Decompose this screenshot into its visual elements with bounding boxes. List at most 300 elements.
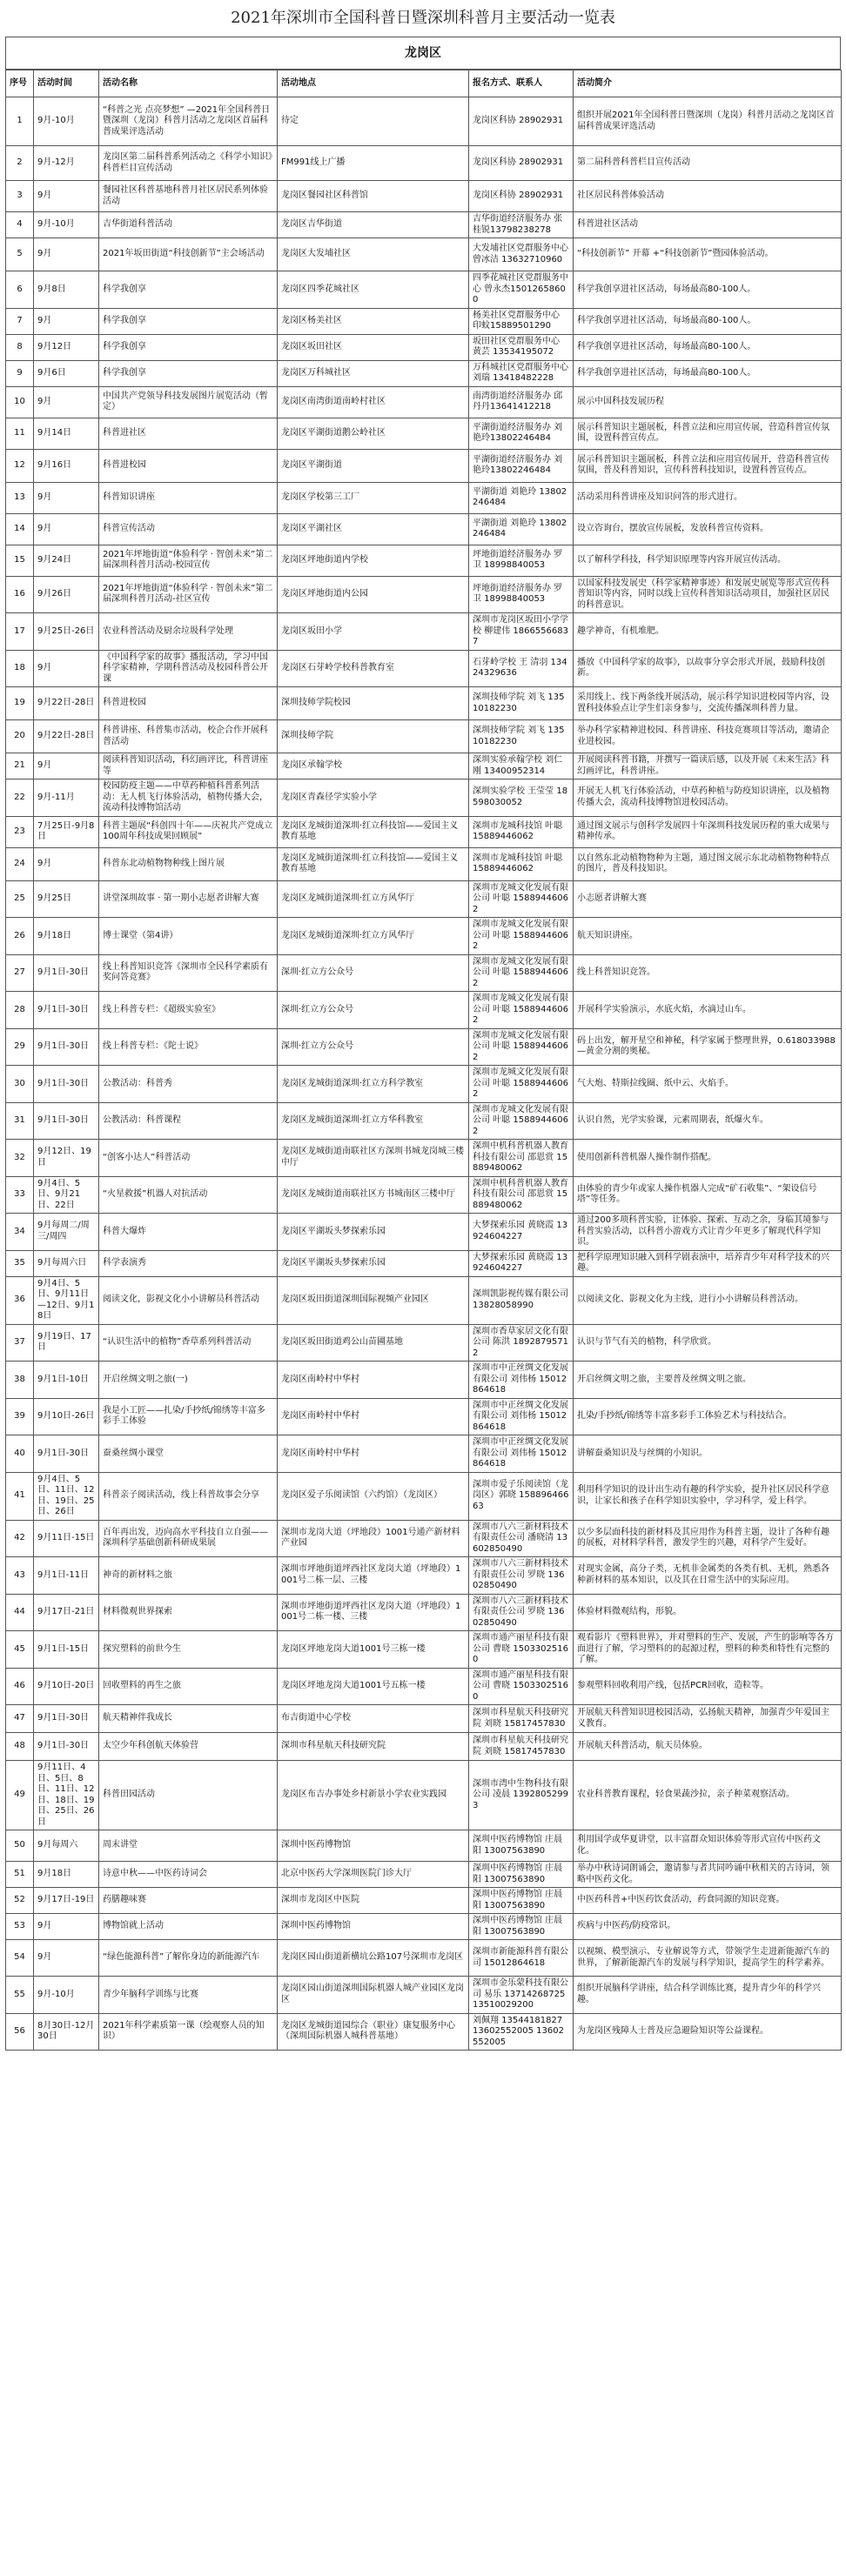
cell-contact: 刘佩翔 13544181827 13602552005 13602552005 (469, 2013, 574, 2051)
cell-contact: 杨美社区党群服务中心 印蚊15889501290 (469, 308, 574, 334)
cell-time: 9月 (34, 482, 99, 513)
cell-place: 布吉街道中心学校 (278, 1705, 469, 1733)
cell-desc: 开展阅读科普书籍，并撰写一篇读后感，以及开展《未来生活》科幻画评比，科普讲座。 (574, 753, 842, 779)
cell-contact: 吉华街道经济服务办 张桂锐13798238278 (469, 212, 574, 238)
cell-place: 龙岗区坂田社区 (278, 334, 469, 360)
cell-contact: 深圳市八六三新材料技术有限责任公司 潘晓清 13602850490 (469, 1520, 574, 1557)
cell-place: 深圳市坪地街道坪西社区龙岗大道（坪地段）1001号二栋一楼、三楼 (278, 1594, 469, 1631)
cell-place: 龙岗区龙城街道园综合（职业）康复服务中心（深圳国际机器人城科普基地） (278, 2013, 469, 2051)
cell-no: 31 (6, 1102, 34, 1140)
cell-place: 龙岗区大发埔社区 (278, 238, 469, 271)
table-row (6, 334, 842, 360)
cell-time: 9月22日-28日 (34, 687, 99, 720)
table-row (6, 1914, 842, 1940)
cell-place: 龙岗区坪地街道内公园 (278, 576, 469, 613)
cell-time: 9月1日-30日 (34, 954, 99, 992)
cell-desc: 开启丝绸文明之旅，主要普及丝绸文明之旅。 (574, 1362, 842, 1399)
table-row (6, 1733, 842, 1761)
cell-contact: 深圳市龙城文化发展有限公司 叶聪 15889446062 (469, 880, 574, 918)
cell-desc: 趣学神奇，有机堆肥。 (574, 613, 842, 651)
table-row (6, 1557, 842, 1595)
cell-time: 9月11日-15日 (34, 1520, 99, 1557)
cell-no: 41 (6, 1472, 34, 1520)
cell-place: 龙岗区承翰学校 (278, 753, 469, 779)
cell-contact: 深圳市香草家居文化有限公司 陈洪 18928795712 (469, 1324, 574, 1362)
cell-no: 5 (6, 238, 34, 271)
cell-no: 3 (6, 181, 34, 212)
cell-time: 9月11日、4日、5日、8日、11日、12日、18日、19日、25日、26日 (34, 1761, 99, 1830)
cell-no: 14 (6, 513, 34, 545)
cell-contact: 深圳中医药博物馆 庄晨阳 13007563890 (469, 1888, 574, 1914)
cell-place: 龙岗区万科城社区 (278, 360, 469, 386)
cell-desc: 对现实金属，高分子类，无机非金属类的各类有机、无机，熟悉各种新材料的基本知识，以及其在日常生活中的实际应用。 (574, 1557, 842, 1595)
cell-name: 我是小工匠——扎染/手抄纸/锦绣等丰富多彩手工体验 (99, 1398, 278, 1435)
cell-no: 12 (6, 449, 34, 482)
table-row (6, 753, 842, 779)
cell-time: 9月19日、17日 (34, 1324, 99, 1362)
cell-desc: 组织开展脑科学讲座，结合科学训练比赛，提升青少年的科学兴趣。 (574, 1977, 842, 2014)
cell-contact: 南湾街道经济服务办 邱丹丹13641412218 (469, 386, 574, 418)
table-row (6, 1250, 842, 1276)
cell-no: 39 (6, 1398, 34, 1435)
cell-no: 20 (6, 720, 34, 753)
cell-place: 龙岗区石芽岭学校科普教育室 (278, 650, 469, 687)
cell-no: 35 (6, 1250, 34, 1276)
cell-name: 回收塑料的再生之旅 (99, 1668, 278, 1705)
cell-name: 探究塑料的前世今生 (99, 1631, 278, 1669)
cell-name: 校园防疫主题——中草药种植科普系列活动：无人机飞行体验活动，植物传播大会，流动科技博物馆活动 (99, 779, 278, 817)
table-row (6, 779, 842, 817)
table-row (6, 1888, 842, 1914)
cell-name: 科普讲座、科普集市活动，校企合作开展科普活动 (99, 720, 278, 753)
cell-time: 9月 (34, 181, 99, 212)
cell-desc: 第二届科普科普栏目宣传活动 (574, 146, 842, 181)
cell-place: 深圳·红立方公众号 (278, 992, 469, 1029)
cell-contact: 石芽岭学校 王 清羽 13424329636 (469, 650, 574, 687)
cell-desc: 科普进社区活动 (574, 212, 842, 238)
cell-no: 13 (6, 482, 34, 513)
cell-name: 阅读文化，影视文化小小讲解员科普活动 (99, 1276, 278, 1324)
cell-time: 9月 (34, 238, 99, 271)
cell-contact: 坪地街道经济服务办 罗卫 18998840053 (469, 576, 574, 613)
header-desc: 活动简介 (574, 70, 842, 97)
cell-desc: 社区居民科普体验活动 (574, 181, 842, 212)
cell-no: 22 (6, 779, 34, 817)
cell-desc: 以视频、模型演示、专业解说等方式，带领学生走进新能源汽车的世界，了解新能源汽车的发展与科学知识，提高学生的科学素养。 (574, 1940, 842, 1977)
cell-contact: 深圳市金乐蒙科技有限公司 易乐 13714268725 13510029200 (469, 1977, 574, 2014)
cell-place: 龙岗区园山街道新横坑公路107号深圳市龙岗区 (278, 1940, 469, 1977)
table-row (6, 1830, 842, 1862)
table-row (6, 1398, 842, 1435)
cell-desc: 通过200多项科普实验，让体验、探索、互动之余，身临其境参与科普实验活动，以科普小游戏方式让青少年更多了解现代科学知识。 (574, 1214, 842, 1251)
cell-desc: 中医药科普+中医药饮食活动，药食同源的知识竞赛。 (574, 1888, 842, 1914)
cell-name: 科普进社区 (99, 418, 278, 449)
table-row (6, 418, 842, 449)
cell-name: 《中国科学家的故事》播报活动，学习中国科学家精神，学期科普活动及校园科普公开课 (99, 650, 278, 687)
cell-place: 龙岗区学校第三工厂 (278, 482, 469, 513)
cell-place: 龙岗区坪地街道内学校 (278, 545, 469, 576)
cell-name: “认识生活中的植物”香草系列科普活动 (99, 1324, 278, 1362)
cell-place: 北京中医药大学深圳医院门诊大厅 (278, 1862, 469, 1888)
cell-place: 龙岗区龙城街道深圳·红立科技馆——爱国主义教育基地 (278, 847, 469, 880)
cell-name: 百年再出发，迈向高水平科技自立自强——深圳科学基础创新科研成果展 (99, 1520, 278, 1557)
cell-place: 龙岗区坂田街道深圳国际视频产业园区 (278, 1276, 469, 1324)
table-row (6, 613, 842, 651)
cell-contact: 四季花城社区党群服务中心 曾永杰15012658600 (469, 271, 574, 309)
cell-no: 33 (6, 1176, 34, 1214)
cell-no: 11 (6, 418, 34, 449)
cell-place: 龙岗区龙城街道深圳·红立方风华厅 (278, 880, 469, 918)
cell-desc: 开展航天科普活动，航天员体验。 (574, 1733, 842, 1761)
cell-time: 9月每周六日 (34, 1250, 99, 1276)
cell-place: 龙岗区餐园社区科普馆 (278, 181, 469, 212)
cell-time: 9月 (34, 308, 99, 334)
cell-name: 科普东北动植物物种线上图片展 (99, 847, 278, 880)
header-place: 活动地点 (278, 70, 469, 97)
cell-contact: 深圳中机科普机器人教育科技有限公司 邵恩赏 15889480062 (469, 1140, 574, 1177)
cell-name: 博士课堂（第4讲） (99, 918, 278, 955)
table-row (6, 1862, 842, 1888)
table-row (6, 449, 842, 482)
table-row (6, 1176, 842, 1214)
cell-name: 科学我创享 (99, 271, 278, 309)
cell-no: 55 (6, 1977, 34, 2014)
table-row (6, 918, 842, 955)
cell-place: 龙岗区南岭村中华村 (278, 1362, 469, 1399)
cell-desc: 活动采用科普讲座及知识问答的形式进行。 (574, 482, 842, 513)
table-row (6, 1214, 842, 1251)
cell-name: 诗意中秋——中医药诗词会 (99, 1862, 278, 1888)
cell-place: 龙岗区青森径学实验小学 (278, 779, 469, 817)
cell-no: 50 (6, 1830, 34, 1862)
cell-time: 9月4日、5日、11日、12日、19日、25日、26日 (34, 1472, 99, 1520)
cell-place: 深圳技师学院校园 (278, 687, 469, 720)
cell-contact: 深圳市科星航天科技研究院 刘晓 15817457830 (469, 1705, 574, 1733)
cell-name: 开启丝绸文明之旅(一) (99, 1362, 278, 1399)
cell-time: 9月1日-30日 (34, 1028, 99, 1066)
cell-no: 56 (6, 2013, 34, 2051)
cell-place: 深圳·红立方公众号 (278, 1028, 469, 1066)
cell-name: 博物馆就上活动 (99, 1914, 278, 1940)
cell-desc: 展示科普知识主题展板，科普立法和应用宣传展，营造科普宣传氛围，设置科普宣传点。 (574, 418, 842, 449)
table-row (6, 576, 842, 613)
cell-no: 32 (6, 1140, 34, 1177)
cell-time: 9月1日-30日 (34, 1066, 99, 1103)
cell-contact: 深圳市湾中生物科技有限公司 凌晨 13928052993 (469, 1761, 574, 1830)
table-row (6, 1102, 842, 1140)
cell-place: 龙岗区龙城街道深圳·红立方科学教室 (278, 1066, 469, 1103)
table-row (6, 1472, 842, 1520)
cell-contact: 深圳市龙城文化发展有限公司 叶聪 15889446062 (469, 992, 574, 1029)
cell-contact: 深圳市八六三新材料技术有限责任公司 罗晓 13602850490 (469, 1594, 574, 1631)
cell-desc: 疾病与中医药/防疫常识。 (574, 1914, 842, 1940)
table-row (6, 687, 842, 720)
cell-contact: 深圳中医药博物馆 庄晨阳 13007563890 (469, 1862, 574, 1888)
cell-no: 28 (6, 992, 34, 1029)
cell-desc: 认识与节气有关的植物，科学欣赏。 (574, 1324, 842, 1362)
cell-contact: 深圳市八六三新材料技术有限责任公司 罗晓 13602850490 (469, 1557, 574, 1595)
cell-place: 龙岗区龙城街道深圳·红立方风华厅 (278, 918, 469, 955)
table-row (6, 238, 842, 271)
cell-no: 37 (6, 1324, 34, 1362)
cell-desc: 开展无人机飞行体验活动，中草药种植与防疫知识讲座，以及植物传播大会，流动科技博物馆进校园活动。 (574, 779, 842, 817)
cell-time: 9月10日-20日 (34, 1668, 99, 1705)
cell-name: 2021年坪地街道“体验科学 · 智创未来”第二届深圳科普月活动-校园宣传 (99, 545, 278, 576)
cell-place: 深圳·红立方公众号 (278, 954, 469, 992)
cell-desc: 以了解科学科技，科学知识原理等内容开展宣传活动。 (574, 545, 842, 576)
cell-name: 吉华街道科普活动 (99, 212, 278, 238)
table-row (6, 1520, 842, 1557)
cell-time: 8月30日-12月30日 (34, 2013, 99, 2051)
cell-contact: 深圳市龙岗区坂田小学学校 柳建伟 18665566837 (469, 613, 574, 651)
cell-time: 9月6日 (34, 360, 99, 386)
cell-time: 9月-10月 (34, 1977, 99, 2014)
cell-desc: 体验材料微观结构，形貌。 (574, 1594, 842, 1631)
cell-no: 15 (6, 545, 34, 576)
cell-name: 餐园社区科普基地科普月社区居民系列体验活动 (99, 181, 278, 212)
cell-place: 龙岗区四季花城社区 (278, 271, 469, 309)
cell-name: 线上科普专栏：《超级实验室》 (99, 992, 278, 1029)
cell-place: 深圳市科星航天科技研究院 (278, 1733, 469, 1761)
cell-desc: 开展航天科普知识进校园活动，弘扬航天精神，加强青少年爱国主义教育。 (574, 1705, 842, 1733)
table-row (6, 1435, 842, 1473)
cell-name: 太空少年科创航天体验营 (99, 1733, 278, 1761)
cell-time: 9月24日 (34, 545, 99, 576)
cell-contact: 深圳市龙城文化发展有限公司 叶聪 15889446062 (469, 954, 574, 992)
cell-no: 47 (6, 1705, 34, 1733)
cell-desc: “科技创新节” 开幕 +“科技创新节”暨园体验活动。 (574, 238, 842, 271)
cell-place: 深圳市龙岗大道（坪地段）1001号通产新材料产业园 (278, 1520, 469, 1557)
cell-place: 龙岗区龙城街道南联社区方深圳书城龙岗城三楼中厅 (278, 1140, 469, 1177)
cell-name: 科学我创享 (99, 334, 278, 360)
cell-name: 周末讲堂 (99, 1830, 278, 1862)
table-row (6, 1066, 842, 1103)
cell-desc: 科学我创享进社区活动，每场最高80-100人。 (574, 308, 842, 334)
cell-contact: 大发埔社区党群服务中心 曾冰洁 13632710960 (469, 238, 574, 271)
cell-contact: 深圳中医药博物馆 庄晨阳 13007563890 (469, 1830, 574, 1862)
cell-time: 9月-11月 (34, 779, 99, 817)
cell-desc: 线上科普知识竞答。 (574, 954, 842, 992)
cell-time: 9月1日-30日 (34, 1102, 99, 1140)
cell-no: 24 (6, 847, 34, 880)
cell-place: 龙岗区龙城街道南联社区方书城南区三楼中厅 (278, 1176, 469, 1214)
cell-no: 19 (6, 687, 34, 720)
table-row (6, 545, 842, 576)
cell-desc: 开展科学实验演示，水底火焰，水滴过山车。 (574, 992, 842, 1029)
cell-time: 9月8日 (34, 271, 99, 309)
cell-time: 9月25日-26日 (34, 613, 99, 651)
table-row (6, 386, 842, 418)
cell-name: 讲堂深圳故事 · 第一期小志愿者讲解大赛 (99, 880, 278, 918)
cell-name: 公教活动：科普课程 (99, 1102, 278, 1140)
cell-time: 9月4日、5日、9月21日、22日 (34, 1176, 99, 1214)
cell-place: 龙岗区布吉办事处乡村新景小学农业实践园 (278, 1761, 469, 1830)
cell-time: 9月17日-21日 (34, 1594, 99, 1631)
cell-time: 9月16日 (34, 449, 99, 482)
cell-place: 龙岗区龙城街道深圳·红立方华科教室 (278, 1102, 469, 1140)
cell-place: 龙岗区平湖坂头梦探索乐园 (278, 1250, 469, 1276)
cell-contact: 深圳实验学校 王莹莹 18598030052 (469, 779, 574, 817)
cell-contact: 万科城社区党群服务中心 刘瑞 13418482228 (469, 360, 574, 386)
table-row (6, 650, 842, 687)
cell-time: 9月 (34, 847, 99, 880)
cell-contact: 深圳市新能源科普有限公司 15012864618 (469, 1940, 574, 1977)
table-row (6, 360, 842, 386)
cell-place: 龙岗区杨美社区 (278, 308, 469, 334)
cell-no: 26 (6, 918, 34, 955)
table-header-row (6, 70, 842, 97)
cell-contact: 深圳市中正丝绸文化发展有限公司 刘伟杨 15012864618 (469, 1398, 574, 1435)
cell-name: 材料微观世界探索 (99, 1594, 278, 1631)
cell-time: 9月10日-26日 (34, 1398, 99, 1435)
cell-time: 9月1日-30日 (34, 1435, 99, 1473)
cell-place: 龙岗区南岭村中华村 (278, 1435, 469, 1473)
cell-time: 9月-12月 (34, 146, 99, 181)
cell-desc: 举办中秋诗词朗诵会，邀请参与者共同吟诵中秋相关的古诗词，领略中医药文化。 (574, 1862, 842, 1888)
cell-name: 公教活动：科普秀 (99, 1066, 278, 1103)
cell-no: 1 (6, 97, 34, 146)
cell-place: 龙岗区坂田小学 (278, 613, 469, 651)
cell-contact: 坂田社区党群服务中心 黄芸 13534195072 (469, 334, 574, 360)
cell-place: 龙岗区平湖坂头梦探索乐园 (278, 1214, 469, 1251)
header-name: 活动名称 (99, 70, 278, 97)
cell-place: 深圳中医药博物馆 (278, 1830, 469, 1862)
table-row (6, 1705, 842, 1733)
table-row (6, 1668, 842, 1705)
table-row (6, 880, 842, 918)
cell-contact: 深圳实验承翰学校 刘仁刚 13400952314 (469, 753, 574, 779)
table-row (6, 271, 842, 309)
cell-name: “创客小达人”科普活动 (99, 1140, 278, 1177)
cell-name: “火星救援”机器人对抗活动 (99, 1176, 278, 1214)
cell-time: 9月 (34, 386, 99, 418)
cell-desc: 参观塑料回收利用产线，包括PCR回收，造粒等。 (574, 1668, 842, 1705)
cell-name: 科普宣传活动 (99, 513, 278, 545)
table-row (6, 513, 842, 545)
table-row (6, 97, 842, 146)
cell-no: 42 (6, 1520, 34, 1557)
table-row (6, 308, 842, 334)
cell-time: 9月22日-28日 (34, 720, 99, 753)
cell-contact: 平湖街道经济服务办 刘艳玲13802246484 (469, 449, 574, 482)
table-row (6, 1940, 842, 1977)
cell-time: 9月 (34, 753, 99, 779)
cell-contact: 深圳技师学院 刘飞 13510182230 (469, 720, 574, 753)
cell-no: 44 (6, 1594, 34, 1631)
cell-desc: 认识自然，光学实验课，元素周期表，纸爆火车。 (574, 1102, 842, 1140)
cell-desc: 由体验的青少年或家人操作机器人完成“矿石收集”、“架设信号塔”等任务。 (574, 1176, 842, 1214)
table-body (6, 97, 842, 2051)
cell-no: 49 (6, 1761, 34, 1830)
cell-contact: 深圳市通产丽星科技有限公司 曹晓 15033025160 (469, 1668, 574, 1705)
cell-name: 蚕桑丝绸小课堂 (99, 1435, 278, 1473)
cell-name: 2021年科学素质第一课（绘观察人员的知识） (99, 2013, 278, 2051)
cell-no: 9 (6, 360, 34, 386)
cell-desc: 以国家科技发展史（科学家精神事迹）和发展史展览等形式宣传科普知识等内容，同时以线上宣传科普知识活动项目，加强社区居民的科普意识。 (574, 576, 842, 613)
cell-place: 龙岗区南湾街道南岭村社区 (278, 386, 469, 418)
cell-no: 53 (6, 1914, 34, 1940)
cell-no: 16 (6, 576, 34, 613)
cell-desc: 以自然东北动植物物种为主题，通过图文展示东北动植物物种特点的图片，普及科技知识。 (574, 847, 842, 880)
cell-contact: 深圳市龙城科技馆 叶聪 15889446062 (469, 816, 574, 847)
cell-place: 龙岗区园山街道深圳国际机器人城产业园区龙岗区 (278, 1977, 469, 2014)
cell-contact: 深圳市爱子乐阅读馆（龙岗区）郭晓 15889646663 (469, 1472, 574, 1520)
cell-no: 48 (6, 1733, 34, 1761)
cell-contact: 龙岗区科协 28902931 (469, 181, 574, 212)
table-row (6, 1977, 842, 2014)
cell-name: 科普进校园 (99, 687, 278, 720)
table-row (6, 482, 842, 513)
cell-time: 9月每周六 (34, 1830, 99, 1862)
cell-place: 深圳中医药博物馆 (278, 1914, 469, 1940)
cell-desc: 气大炮、特斯拉线圈、纸中云、火焰手。 (574, 1066, 842, 1103)
cell-time: 9月18日 (34, 918, 99, 955)
cell-time: 9月4日、5日、9月11日—12日、9月18日 (34, 1276, 99, 1324)
cell-desc: 展示科普知识主题展板，科普立法和应用宣传展开，营造科普宣传氛围，普及科普知识，宣传科普科技知识，设置科普宣传点。 (574, 449, 842, 482)
cell-place: FM991线上广播 (278, 146, 469, 181)
cell-place: 龙岗区吉华街道 (278, 212, 469, 238)
cell-time: 9月1日-30日 (34, 1705, 99, 1733)
cell-name: 线上科普知识竞答《深圳市全民科学素质有奖问答竞赛》 (99, 954, 278, 992)
cell-time: 9月18日 (34, 1862, 99, 1888)
cell-no: 43 (6, 1557, 34, 1595)
cell-no: 54 (6, 1940, 34, 1977)
cell-contact: 坪地街道经济服务办 罗卫 18998840053 (469, 545, 574, 576)
page-title: 2021年深圳市全国科普日暨深圳科普月主要活动一览表 (5, 0, 841, 37)
cell-time: 9月 (34, 1914, 99, 1940)
document (5, 0, 841, 2051)
cell-no: 23 (6, 816, 34, 847)
cell-contact: 深圳市龙城文化发展有限公司 叶聪 15889446062 (469, 1066, 574, 1103)
cell-desc: 组织开展2021年全国科普日暨深圳（龙岗）科普月活动之龙岗区首届科普成果评选活动 (574, 97, 842, 146)
cell-place: 龙岗区坂田街道鸡公山苗圃基地 (278, 1324, 469, 1362)
cell-desc: 科学我创享进社区活动，每场最高80-100人。 (574, 360, 842, 386)
cell-contact: 深圳市龙城文化发展有限公司 叶聪 15889446062 (469, 1102, 574, 1140)
cell-name: 科普大爆炸 (99, 1214, 278, 1251)
cell-time: 9月12日、19日 (34, 1140, 99, 1177)
table-row (6, 954, 842, 992)
cell-name: 中国共产党领导科技发展图片展览活动（暂定） (99, 386, 278, 418)
cell-contact: 龙岗区科协 28902931 (469, 97, 574, 146)
cell-no: 46 (6, 1668, 34, 1705)
header-contact: 报名方式、联系人 (469, 70, 574, 97)
cell-name: 科普主题展“科创四十年——庆祝共产党成立100周年科技成果回顾展” (99, 816, 278, 847)
cell-desc: 通过图文展示与创科学发展四十年深圳科技发展历程的重大成果与精神传承。 (574, 816, 842, 847)
cell-name: 科普亲子阅读活动，线上科普故事会分享 (99, 1472, 278, 1520)
cell-name: 航天精神伴我成长 (99, 1705, 278, 1733)
cell-name: 神奇的新材料之旅 (99, 1557, 278, 1595)
cell-name: 科普知识讲座 (99, 482, 278, 513)
cell-desc: 扎染/手抄纸/锦绣等丰富多彩手工体验艺术与科技结合。 (574, 1398, 842, 1435)
cell-desc: 举办科学家精神进校园、科普讲座、科技竞赛项目等活动，邀请企业进校园。 (574, 720, 842, 753)
cell-contact: 深圳市科星航天科技研究院 刘晓 15817457830 (469, 1733, 574, 1761)
cell-no: 18 (6, 650, 34, 687)
cell-time: 9月每周二/周三/周四 (34, 1214, 99, 1251)
cell-time: 9月 (34, 650, 99, 687)
cell-time: 9月26日 (34, 576, 99, 613)
table-row (6, 1761, 842, 1830)
cell-time: 9月-10月 (34, 212, 99, 238)
cell-name: 科普进校园 (99, 449, 278, 482)
table-row (6, 1324, 842, 1362)
cell-contact: 平湖街道经济服务办 刘艳玲13802246484 (469, 418, 574, 449)
activity-table (5, 70, 842, 2051)
cell-name: 科学我创享 (99, 360, 278, 386)
cell-no: 52 (6, 1888, 34, 1914)
cell-contact: 深圳市通产丽星科技有限公司 曹晓 15033025160 (469, 1631, 574, 1669)
cell-time: 9月-10月 (34, 97, 99, 146)
table-row (6, 1631, 842, 1669)
